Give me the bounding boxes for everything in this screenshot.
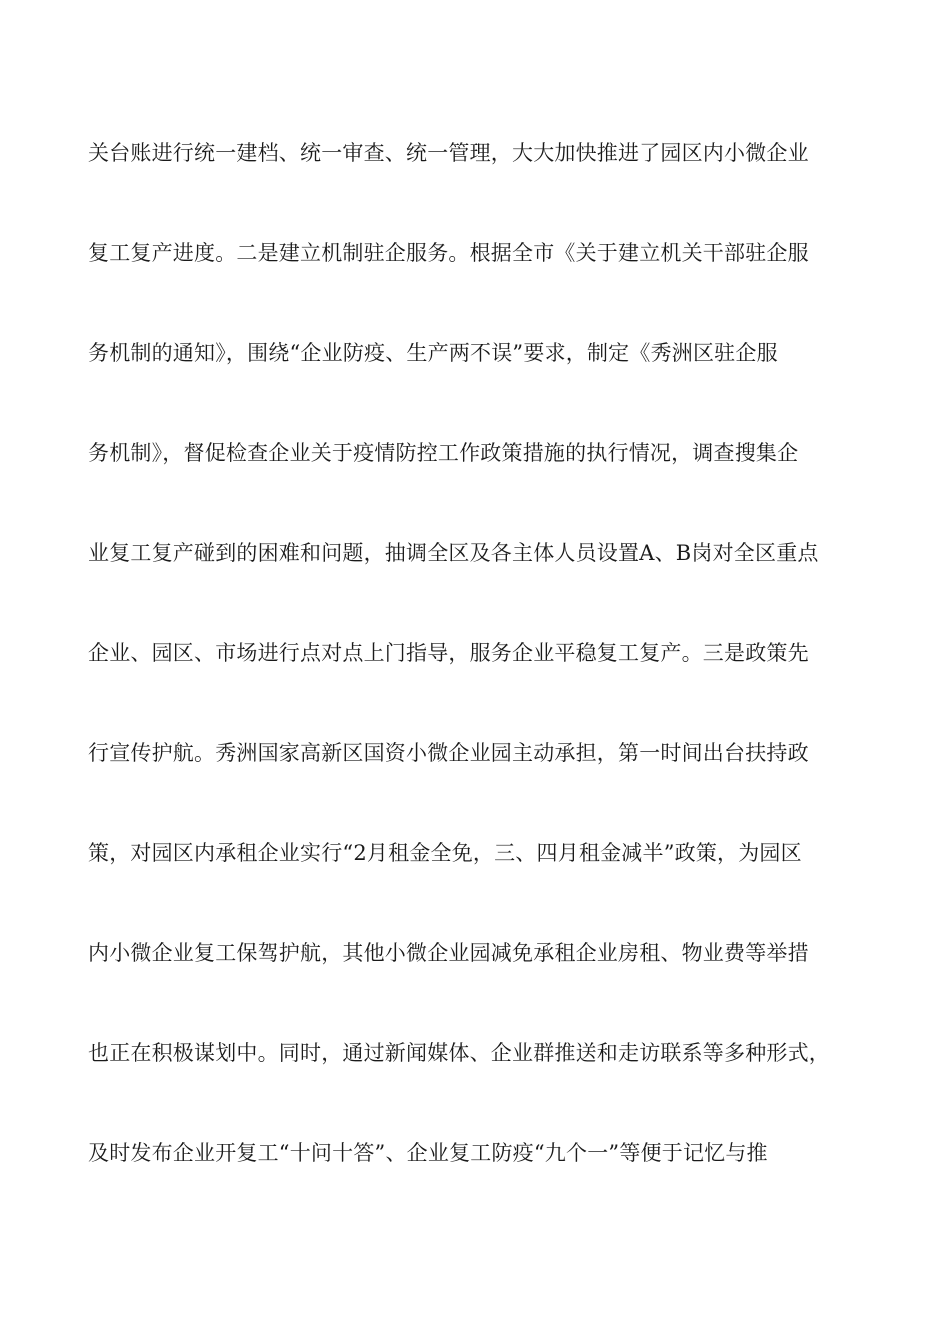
text-line: 务机制》，督促检查企业关于疫情防控工作政策措施的执行情况，调查搜集企 xyxy=(88,441,799,465)
text-line: 策，对园区内承租企业实行“2月租金全免，三、四月租金减半”政策，为园区 xyxy=(88,841,802,865)
text-line: 务机制的通知》，围绕“企业防疫、生产两不误”要求，制定《秀洲区驻企服 xyxy=(88,341,778,365)
text-line: 行宣传护航。秀洲国家高新区国资小微企业园主动承担，第一时间出台扶持政 xyxy=(88,741,809,765)
text-line: 业复工复产碰到的困难和问题，抽调全区及各主体人员设置A、B岗对全区重点 xyxy=(88,541,819,565)
text-line: 复工复产进度。二是建立机制驻企服务。根据全市《关于建立机关干部驻企服 xyxy=(88,241,809,265)
text-line: 关台账进行统一建档、统一审查、统一管理，大大加快推进了园区内小微企业 xyxy=(88,141,809,165)
text-line: 内小微企业复工保驾护航，其他小微企业园减免承租企业房租、物业费等举措 xyxy=(88,941,809,965)
text-line: 及时发布企业开复工“十问十答”、企业复工防疫“九个一”等便于记忆与推 xyxy=(88,1141,768,1165)
text-line: 也正在积极谋划中。同时，通过新闻媒体、企业群推送和走访联系等多种形式， xyxy=(88,1041,830,1065)
text-line: 企业、园区、市场进行点对点上门指导，服务企业平稳复工复产。三是政策先 xyxy=(88,641,809,665)
body-text xyxy=(88,134,868,1234)
